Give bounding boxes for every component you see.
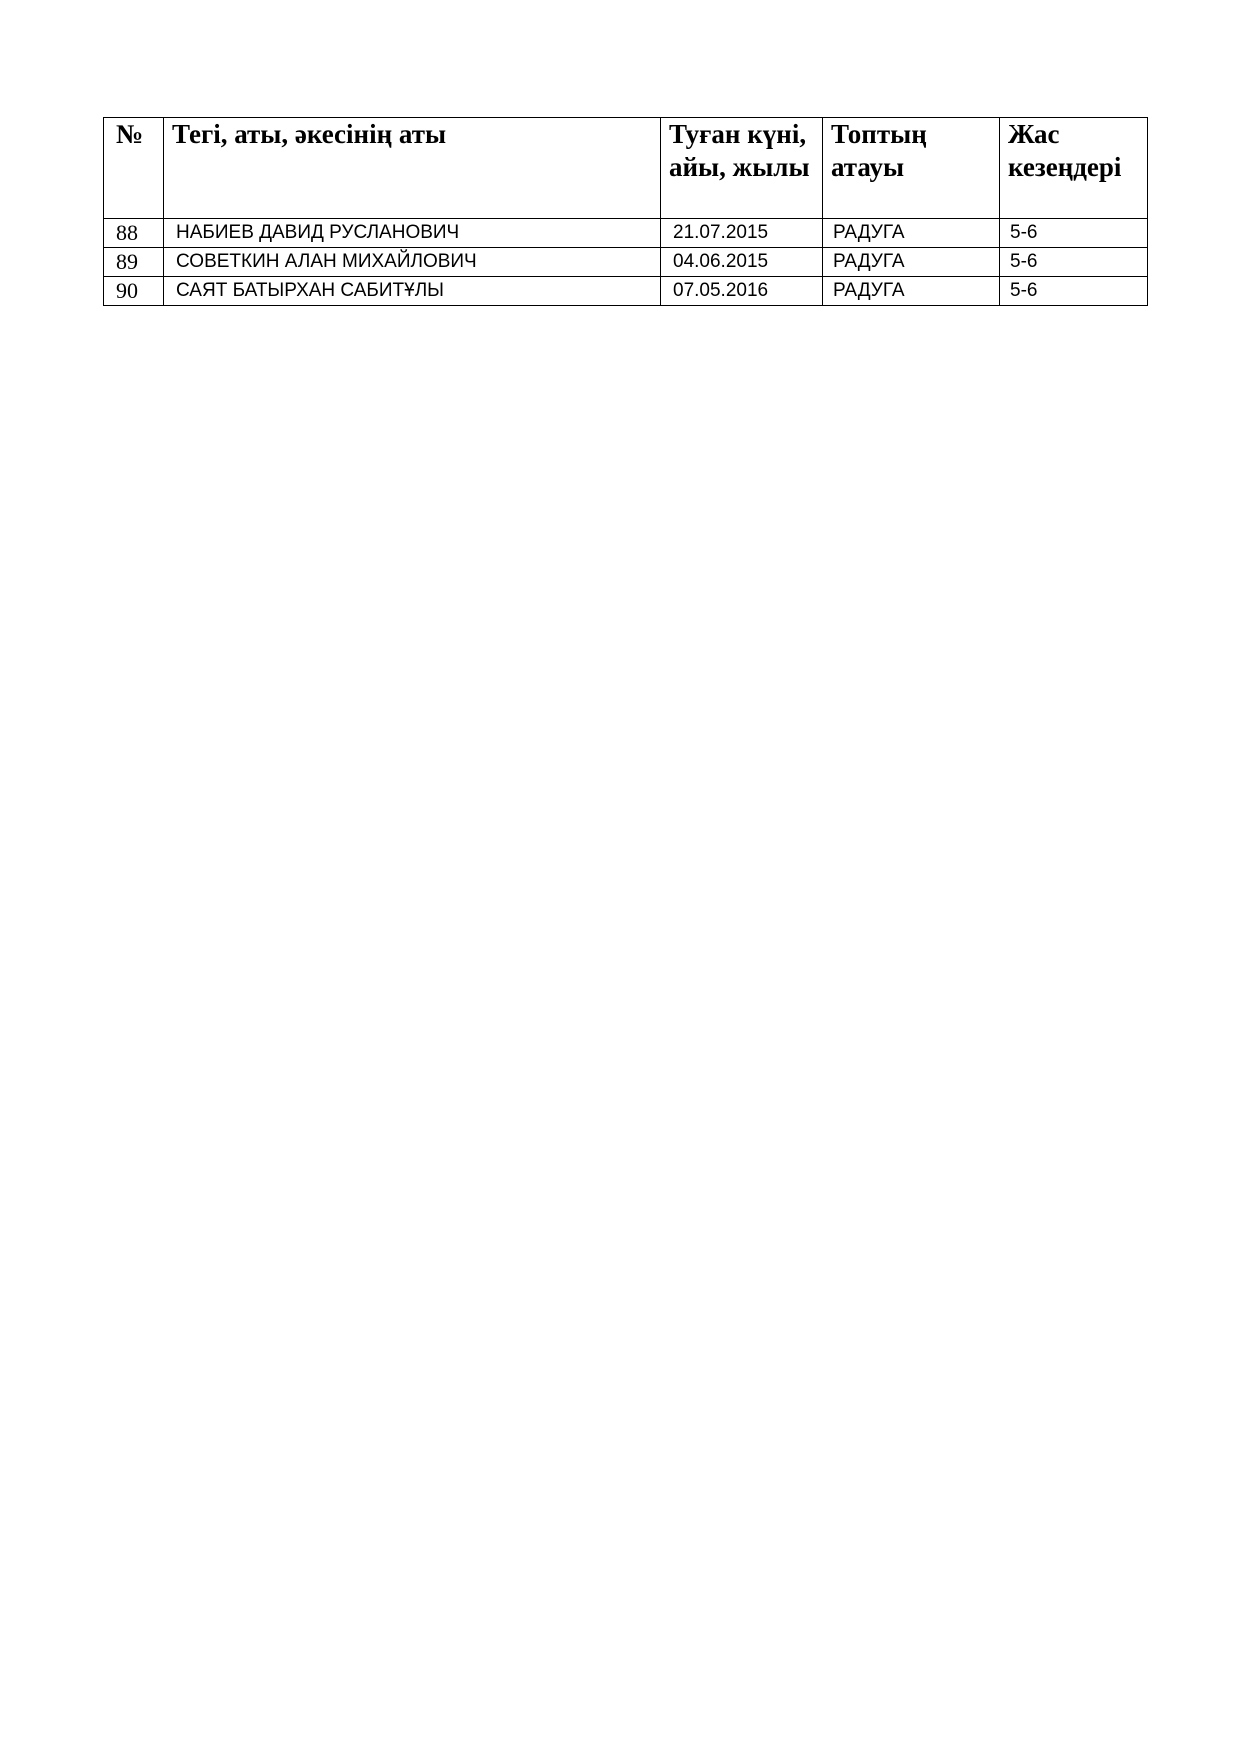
row-number: 90: [104, 277, 164, 306]
header-row: [104, 118, 1148, 219]
row-full-name: НАБИЕВ ДАВИД РУСЛАНОВИЧ: [164, 219, 661, 248]
row-age-period: 5-6: [1000, 277, 1148, 306]
header-group-name: Топтың атауы: [823, 118, 1000, 219]
table-row: [104, 248, 1148, 277]
row-full-name: САЯТ БАТЫРХАН САБИТҰЛЫ: [164, 277, 661, 306]
header-number: №: [104, 118, 164, 219]
table-body: [104, 219, 1148, 306]
table-row: [104, 219, 1148, 248]
row-group-name: РАДУГА: [823, 248, 1000, 277]
row-birth-date: 04.06.2015: [661, 248, 823, 277]
row-number: 89: [104, 248, 164, 277]
header-age-period: Жас кезеңдері: [1000, 118, 1148, 219]
table-header: [104, 118, 1148, 219]
row-group-name: РАДУГА: [823, 277, 1000, 306]
row-birth-date: 21.07.2015: [661, 219, 823, 248]
row-age-period: 5-6: [1000, 248, 1148, 277]
row-age-period: 5-6: [1000, 219, 1148, 248]
row-full-name: СОВЕТКИН АЛАН МИХАЙЛОВИЧ: [164, 248, 661, 277]
table-row: [104, 277, 1148, 306]
header-full-name: Тегі, аты, әкесінің аты: [164, 118, 661, 219]
row-number: 88: [104, 219, 164, 248]
row-birth-date: 07.05.2016: [661, 277, 823, 306]
children-roster-table: [103, 117, 1148, 306]
header-birth-date: Туған күні, айы, жылы: [661, 118, 823, 219]
row-group-name: РАДУГА: [823, 219, 1000, 248]
